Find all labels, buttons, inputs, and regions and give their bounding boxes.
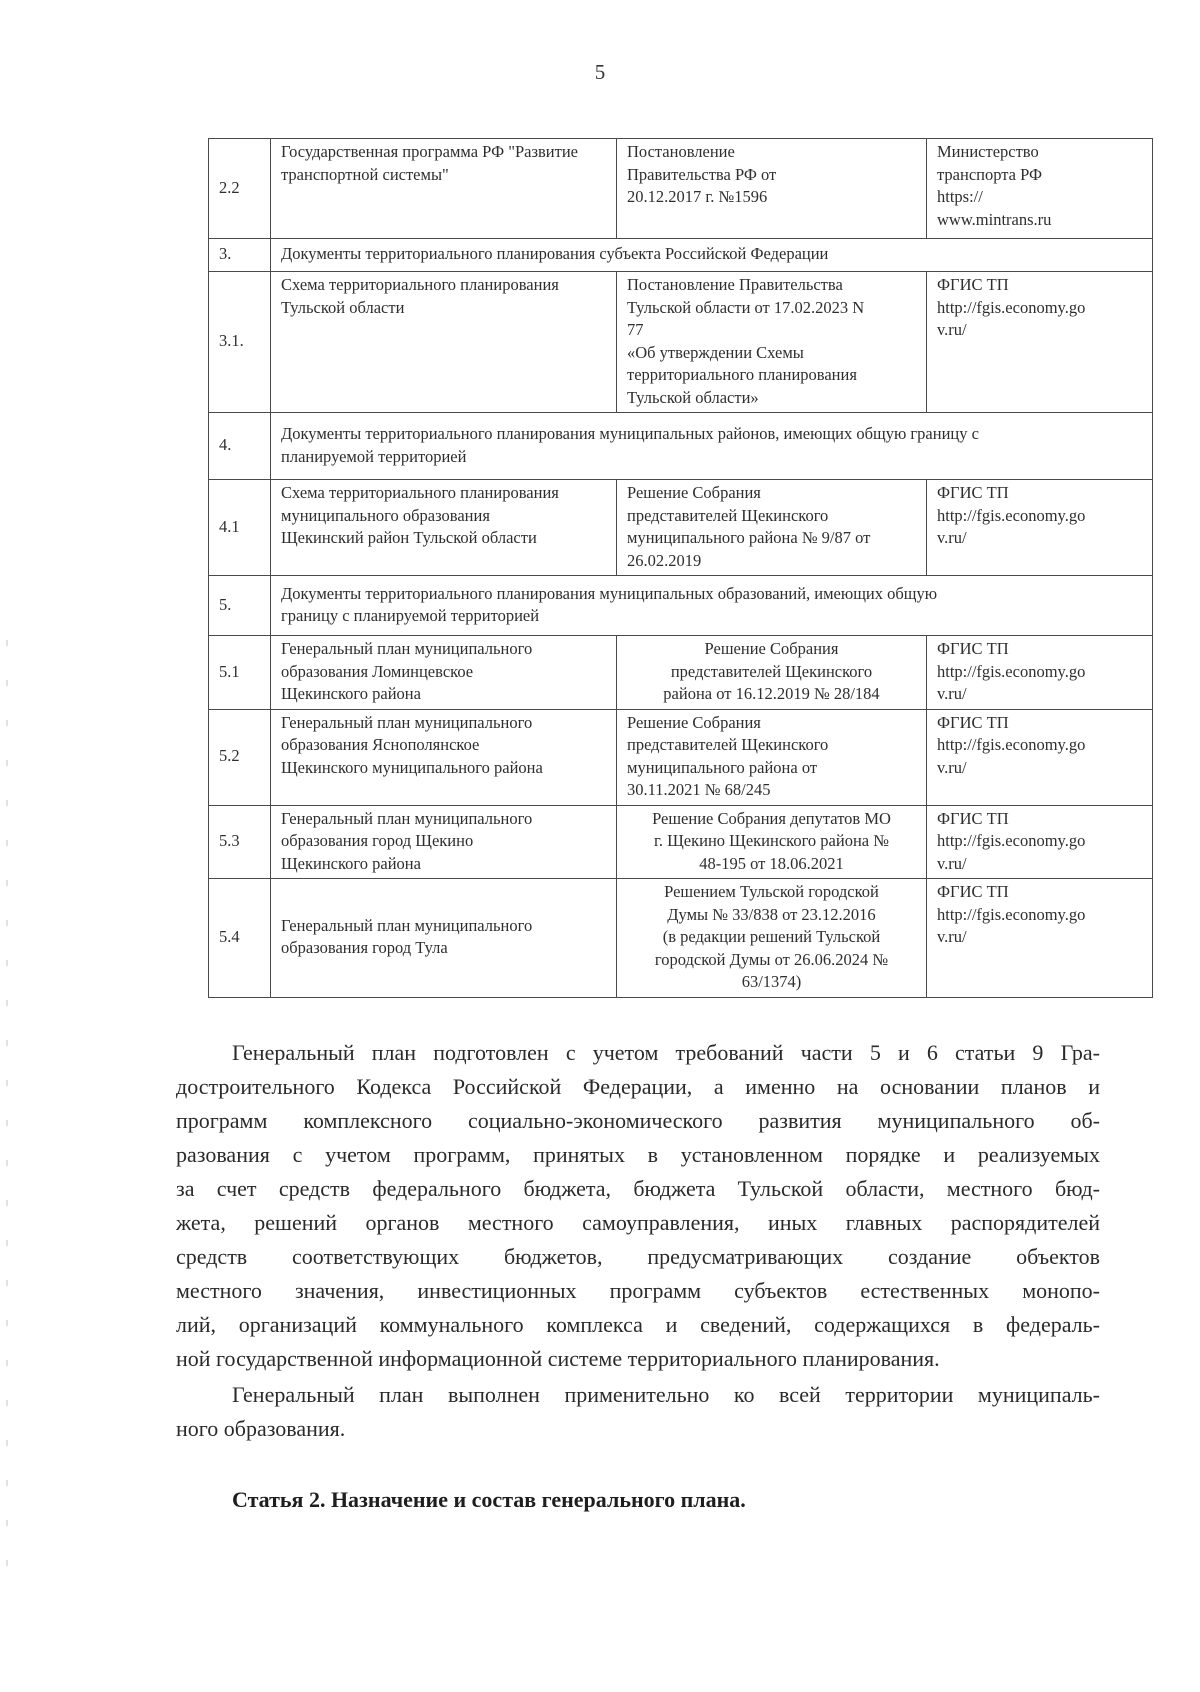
- source-line: http://fgis.economy.go: [937, 661, 1086, 681]
- source-line: http://fgis.economy.go: [937, 505, 1086, 525]
- document-name-line: Тульской области: [281, 297, 405, 317]
- approval-document-line: Тульской области»: [627, 387, 759, 407]
- paragraph-line: жета, решений органов местного самоуправления, иных главных распорядителей: [176, 1210, 1100, 1235]
- paragraph-line: достроительного Кодекса Российской Федерации, а именно на основании планов и: [176, 1074, 1100, 1099]
- paragraph-line: лий, организаций коммунального комплекса и сведений, содержащихся в федераль-: [176, 1312, 1100, 1337]
- approval-document-line: Правительства РФ от: [627, 164, 777, 184]
- approval-document-line: (в редакции решений Тульской: [662, 927, 881, 946]
- document-name: [271, 139, 617, 239]
- document-name: [271, 636, 617, 710]
- source: [927, 805, 1153, 879]
- approval-document: [617, 636, 927, 710]
- row-number: 4.: [209, 413, 271, 480]
- source-line: v.ru/: [937, 927, 967, 946]
- source-line: http://fgis.economy.go: [937, 735, 1086, 754]
- document-name-line: Щекинского муниципального района: [281, 757, 543, 777]
- page-number: 5: [594, 60, 606, 84]
- document-name-line: Щекинского района: [281, 684, 421, 703]
- approval-document-line: Тульской области от 17.02.2023 N: [627, 297, 865, 317]
- section-title-line: планируемой территорией: [281, 446, 467, 466]
- section-title: [271, 576, 1153, 636]
- source-line: https://: [937, 187, 983, 206]
- document-name: [271, 272, 617, 413]
- approval-document-line: 48-195 от 18.06.2021: [699, 853, 844, 873]
- paragraph-line: средств соответствующих бюджетов, предусматривающих создание объектов: [176, 1244, 1100, 1269]
- source-line: Министерство: [937, 142, 1039, 161]
- paragraph-line: ного образования.: [176, 1416, 346, 1441]
- table-section-row: [209, 239, 1153, 272]
- source-line: v.ru/: [937, 757, 967, 777]
- document-name: [271, 480, 617, 576]
- source-line: http://fgis.economy.go: [937, 297, 1086, 317]
- row-number: 5.1: [209, 636, 271, 710]
- source-line: ФГИС ТП: [937, 639, 1009, 658]
- row-number: 2.2: [209, 139, 271, 239]
- approval-document-line: 30.11.2021 № 68/245: [627, 780, 771, 799]
- source-line: v.ru/: [937, 684, 967, 703]
- table-section-row: [209, 413, 1153, 480]
- source: [927, 272, 1153, 413]
- approval-document: [617, 272, 927, 413]
- approval-document-line: 77: [627, 320, 644, 339]
- paragraph-scope: [176, 1378, 1100, 1446]
- source-line: www.mintrans.ru: [937, 209, 1052, 229]
- approval-document-line: представителей Щекинского: [670, 661, 873, 681]
- section-title-line: Документы территориального планирования муниципальных образований, имеющих общую: [281, 583, 938, 603]
- table-row: [209, 139, 1153, 239]
- source-line: транспорта РФ: [937, 164, 1043, 184]
- row-number: 5.2: [209, 709, 271, 805]
- approval-document-line: Решение Собрания: [627, 712, 761, 732]
- row-number: 5.3: [209, 805, 271, 879]
- approval-document-line: Думы № 33/838 от 23.12.2016: [667, 904, 876, 924]
- document-name: [271, 879, 617, 998]
- approval-document-line: Решение Собрания: [627, 483, 761, 502]
- approval-document-line: Постановление: [627, 142, 735, 161]
- approval-document: [617, 879, 927, 998]
- table-row: [209, 636, 1153, 710]
- approval-document-line: муниципального района от: [627, 757, 818, 777]
- source-line: ФГИС ТП: [937, 275, 1009, 294]
- approval-document-line: представителей Щекинского: [627, 735, 829, 754]
- approval-document: [617, 480, 927, 576]
- approval-document-line: района от 16.12.2019 № 28/184: [663, 684, 880, 703]
- document-name-line: транспортной системы": [281, 164, 449, 184]
- source-line: ФГИС ТП: [937, 808, 1009, 828]
- section-title: [271, 413, 1153, 480]
- table-row: [209, 805, 1153, 879]
- document-name-line: Генеральный план муниципального: [281, 915, 533, 935]
- row-number: 4.1: [209, 480, 271, 576]
- document-name-line: образования город Тула: [281, 938, 448, 958]
- section-title-line: Документы территориального планирования субъекта Российской Федерации: [281, 244, 829, 264]
- approval-document-line: «Об утверждении Схемы: [627, 342, 804, 362]
- document-name-line: Генеральный план муниципального: [281, 808, 533, 828]
- document-name-line: Щекинского района: [281, 853, 421, 873]
- source-line: http://fgis.economy.go: [937, 831, 1086, 850]
- approval-document-line: Постановление Правительства: [627, 275, 843, 294]
- section-title-line: границу с планируемой территорией: [281, 606, 540, 625]
- paragraph-line: за счет средств федерального бюджета, бюджета Тульской области, местного бюд-: [176, 1176, 1100, 1201]
- source-line: http://fgis.economy.go: [937, 904, 1086, 924]
- document-name-line: Государственная программа РФ "Развитие: [281, 142, 578, 161]
- row-number: 3.1.: [209, 272, 271, 413]
- approval-document-line: Решение Собрания депутатов МО: [652, 808, 891, 828]
- document-name: [271, 805, 617, 879]
- approval-document: [617, 805, 927, 879]
- document-name-line: Генеральный план муниципального: [281, 712, 533, 732]
- source: [927, 636, 1153, 710]
- paragraph-line: разования с учетом программ, принятых в установленном порядке и реализуемых: [176, 1142, 1100, 1167]
- scan-margin-marks: [6, 640, 8, 1590]
- source: [927, 879, 1153, 998]
- source-line: ФГИС ТП: [937, 483, 1009, 502]
- source-line: v.ru/: [937, 320, 967, 339]
- document-name: [271, 709, 617, 805]
- approval-document-line: 63/1374): [741, 972, 802, 991]
- row-number: 5.4: [209, 879, 271, 998]
- paragraph-basis: [176, 1036, 1100, 1376]
- source-line: ФГИС ТП: [937, 882, 1009, 901]
- document-name-line: муниципального образования: [281, 505, 490, 525]
- approval-document-line: муниципального района № 9/87 от: [627, 528, 871, 547]
- approval-document-line: представителей Щекинского: [627, 505, 829, 525]
- source-line: ФГИС ТП: [937, 712, 1009, 732]
- source: [927, 709, 1153, 805]
- approval-document-line: Решение Собрания: [704, 639, 839, 658]
- approval-document-line: городской Думы от 26.06.2024 №: [654, 949, 889, 969]
- source: [927, 139, 1153, 239]
- paragraph-line: местного значения, инвестиционных программ субъектов естественных монопо-: [176, 1278, 1100, 1303]
- approval-document-line: Решением Тульской городской: [664, 882, 879, 901]
- paragraph-line: программ комплексного социально-экономического развития муниципального об-: [176, 1108, 1100, 1133]
- approval-document: [617, 709, 927, 805]
- row-number: 3.: [209, 239, 271, 272]
- section-title-line: Документы территориального планирования муниципальных районов, имеющих общую границу с: [281, 424, 979, 443]
- source-line: v.ru/: [937, 528, 967, 547]
- document-name-line: образования город Щекино: [281, 831, 474, 850]
- approval-document-line: 20.12.2017 г. №1596: [627, 187, 768, 206]
- table-row: [209, 879, 1153, 998]
- row-number: 5.: [209, 576, 271, 636]
- document-name-line: Схема территориального планирования: [281, 275, 559, 294]
- source-line: v.ru/: [937, 853, 967, 873]
- documents-table: [208, 138, 1153, 998]
- document-name-line: Схема территориального планирования: [281, 483, 559, 502]
- table-row: [209, 480, 1153, 576]
- approval-document-line: территориального планирования: [627, 365, 857, 384]
- table-row: [209, 272, 1153, 413]
- source: [927, 480, 1153, 576]
- article-heading: Статья 2. Назначение и состав генерального плана.: [232, 1487, 746, 1512]
- table-row: [209, 709, 1153, 805]
- paragraph-line: Генеральный план подготовлен с учетом требований части 5 и 6 статьи 9 Гра-: [232, 1040, 1100, 1065]
- approval-document-line: 26.02.2019: [627, 550, 702, 570]
- document-name-line: образования Ломинцевское: [281, 661, 474, 681]
- table-section-row: [209, 576, 1153, 636]
- document-name-line: Генеральный план муниципального: [281, 639, 533, 658]
- document-name-line: Щекинский район Тульской области: [281, 528, 537, 547]
- approval-document: [617, 139, 927, 239]
- approval-document-line: г. Щекино Щекинского района №: [654, 831, 889, 850]
- paragraph-line: Генеральный план выполнен применительно ко всей территории муниципаль-: [232, 1382, 1100, 1407]
- section-title: [271, 239, 1153, 272]
- document-name-line: образования Яснополянское: [281, 735, 480, 754]
- paragraph-line: ной государственной информационной системе территориального планирования.: [176, 1346, 940, 1371]
